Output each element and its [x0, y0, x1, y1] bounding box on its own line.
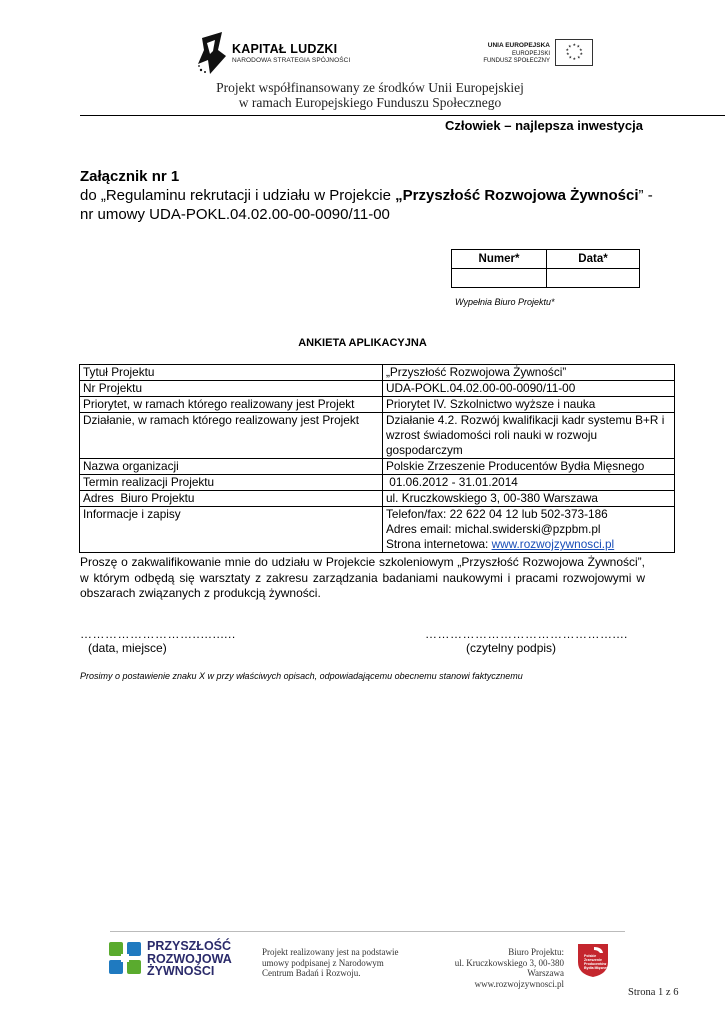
office-line2: ul. Kruczkowskiego 3, 00-380 Warszawa [454, 957, 564, 978]
footer-divider [110, 931, 625, 932]
przyszlosc-rozwojowa-logo-icon [107, 940, 143, 976]
contact-phone: Telefon/fax: 22 622 04 12 lub 502-373-186 [386, 507, 608, 521]
contact-email: Adres email: michal.swiderski@pzpbm.pl [386, 522, 601, 536]
attachment-subtitle [80, 187, 653, 204]
przyszlosc-rozwojowa-wordmark [147, 940, 232, 978]
pzp-line2: Zrzeszenie [584, 958, 602, 962]
instruction-note: Prosimy o postawienie znaku X w przy właściwych opisach, odpowiadającemu obecnemu stanowi faktycznemu [80, 671, 523, 681]
wordmark-line3: ŻYWNOŚCI [147, 964, 215, 978]
row-label: Nazwa organizacji [80, 459, 383, 475]
pzp-line4: Bydła Mięsnego [584, 966, 611, 970]
attachment-title: Załącznik nr 1 [80, 168, 180, 185]
office-line1: Biuro Projektu: [508, 947, 564, 957]
pzpbm-logo-text [584, 954, 611, 970]
kapital-ludzki-logo-icon [196, 30, 226, 76]
table-row [80, 365, 675, 381]
date-place-label: (data, miejsce) [88, 641, 167, 655]
contract-number: nr umowy UDA-POKL.04.02.00-00-0090/11-00 [80, 206, 390, 223]
kapital-ludzki-subtitle: NARODOWA STRATEGIA SPÓJNOŚCI [232, 57, 351, 64]
row-label: Adres Biuro Projektu [80, 491, 383, 507]
signature-line[interactable]: ……………………………………….... [425, 627, 628, 641]
cofinancing-note [160, 80, 580, 110]
ue-line1: UNIA EUROPEJSKA [487, 42, 550, 49]
row-value: UDA-POKL.04.02.00-00-0090/11-00 [383, 381, 675, 397]
row-value: Polskie Zrzeszenie Producentów Bydła Mięsnego [383, 459, 675, 475]
data-header: Data* [547, 250, 640, 269]
svg-text:★: ★ [565, 47, 570, 52]
signature-label: (czytelny podpis) [466, 641, 557, 655]
attachment-project-name: „Przyszłość Rozwojowa Żywności [395, 187, 639, 204]
table-row [80, 475, 675, 491]
office-number-table [451, 249, 640, 288]
svg-text:★: ★ [579, 51, 584, 56]
numer-field[interactable] [452, 269, 547, 288]
numer-header: Numer* [452, 250, 547, 269]
footer-office-address [420, 947, 564, 989]
kapital-ludzki-title: KAPITAŁ LUDZKI [232, 42, 338, 56]
row-value: 01.06.2012 - 31.01.2014 [383, 475, 675, 491]
cofinancing-line2: w ramach Europejskiego Funduszu Społecznego [238, 95, 502, 110]
svg-text:★: ★ [576, 43, 581, 49]
form-title: ANKIETA APLIKACYJNA [298, 337, 427, 349]
date-place-line[interactable]: ………………………..…...... [80, 627, 236, 641]
qualification-request: Proszę o zakwalifikowanie mnie do udziału w Projekcie szkoleniowym „Przyszłość Rozwojowa Żywności”, w którym odbędą się warsztaty z zakresu zarządzania badaniami naukowymi i pracami rozwojowymi w obszarach związanych z produkcją żywności. [80, 555, 645, 600]
table-row [80, 507, 675, 553]
ue-label [468, 42, 550, 66]
ue-line2: EUROPEJSKI [511, 50, 550, 57]
row-value: Priorytet IV. Szkolnictwo wyższe i nauka [383, 397, 675, 413]
row-label: Nr Projektu [80, 381, 383, 397]
table-row [80, 413, 675, 459]
funding-line1: Projekt realizowany jest na podstawie [262, 947, 399, 957]
funding-line3: Centrum Badań i Rozwoju. [262, 968, 361, 978]
attachment-subtitle-suffix: ” - [638, 187, 653, 204]
project-info-table [79, 364, 675, 553]
svg-text:★: ★ [568, 43, 572, 49]
svg-text:★: ★ [572, 42, 577, 47]
table-row [80, 459, 675, 475]
footer-funding-note [262, 947, 398, 979]
pzp-line3: Producentów [584, 962, 607, 966]
pzp-line1: Polskie [584, 954, 597, 958]
svg-text:★: ★ [579, 47, 583, 52]
table-row [80, 491, 675, 507]
eu-flag-icon [555, 39, 593, 66]
contact-www-label: Strona internetowa: [386, 537, 492, 551]
row-label: Tytuł Projektu [80, 365, 383, 381]
row-value-contact [383, 507, 675, 553]
office-fill-note: Wypełnia Biuro Projektu* [455, 297, 555, 307]
office-line3: www.rozwojzywnosci.pl [474, 978, 564, 989]
row-label: Działanie, w ramach którego realizowany jest Projekt [80, 413, 383, 459]
page-number: Strona 1 z 6 [628, 987, 679, 998]
table-row [80, 381, 675, 397]
row-label: Informacje i zapisy [80, 507, 383, 553]
wordmark-line2: ROZWOJOWA [147, 951, 232, 966]
svg-text:★: ★ [568, 54, 573, 60]
data-field[interactable] [547, 269, 640, 288]
header-divider [80, 115, 725, 116]
motto: Człowiek – najlepsza inwestycja [445, 118, 643, 133]
row-value: ul. Kruczkowskiego 3, 00-380 Warszawa [383, 491, 675, 507]
svg-text:★: ★ [566, 51, 570, 56]
attachment-subtitle-prefix: do „Regulaminu rekrutacji i udziału w Projekcie [80, 187, 396, 204]
row-value: „Przyszłość Rozwojowa Żywności” [383, 365, 675, 381]
svg-text:★: ★ [577, 54, 581, 60]
ue-line3: FUNDUSZ SPOŁECZNY [483, 58, 550, 64]
table-row [80, 397, 675, 413]
wordmark-line1: PRZYSZŁOŚĆ [147, 939, 232, 953]
row-value: Działanie 4.2. Rozwój kwalifikacji kadr systemu B+R i wzrost świadomości roli nauki w rozwoju gospodarczym [383, 413, 675, 459]
cofinancing-line1: Projekt współfinansowany ze środków Unii Europejskiej [216, 80, 524, 95]
funding-line2: umowy podpisanej z Narodowym [262, 957, 384, 968]
website-link[interactable]: www.rozwojzywnosci.pl [491, 537, 615, 551]
svg-text:★: ★ [572, 56, 577, 61]
row-label: Termin realizacji Projektu [80, 475, 383, 491]
row-label: Priorytet, w ramach którego realizowany jest Projekt [80, 397, 383, 413]
